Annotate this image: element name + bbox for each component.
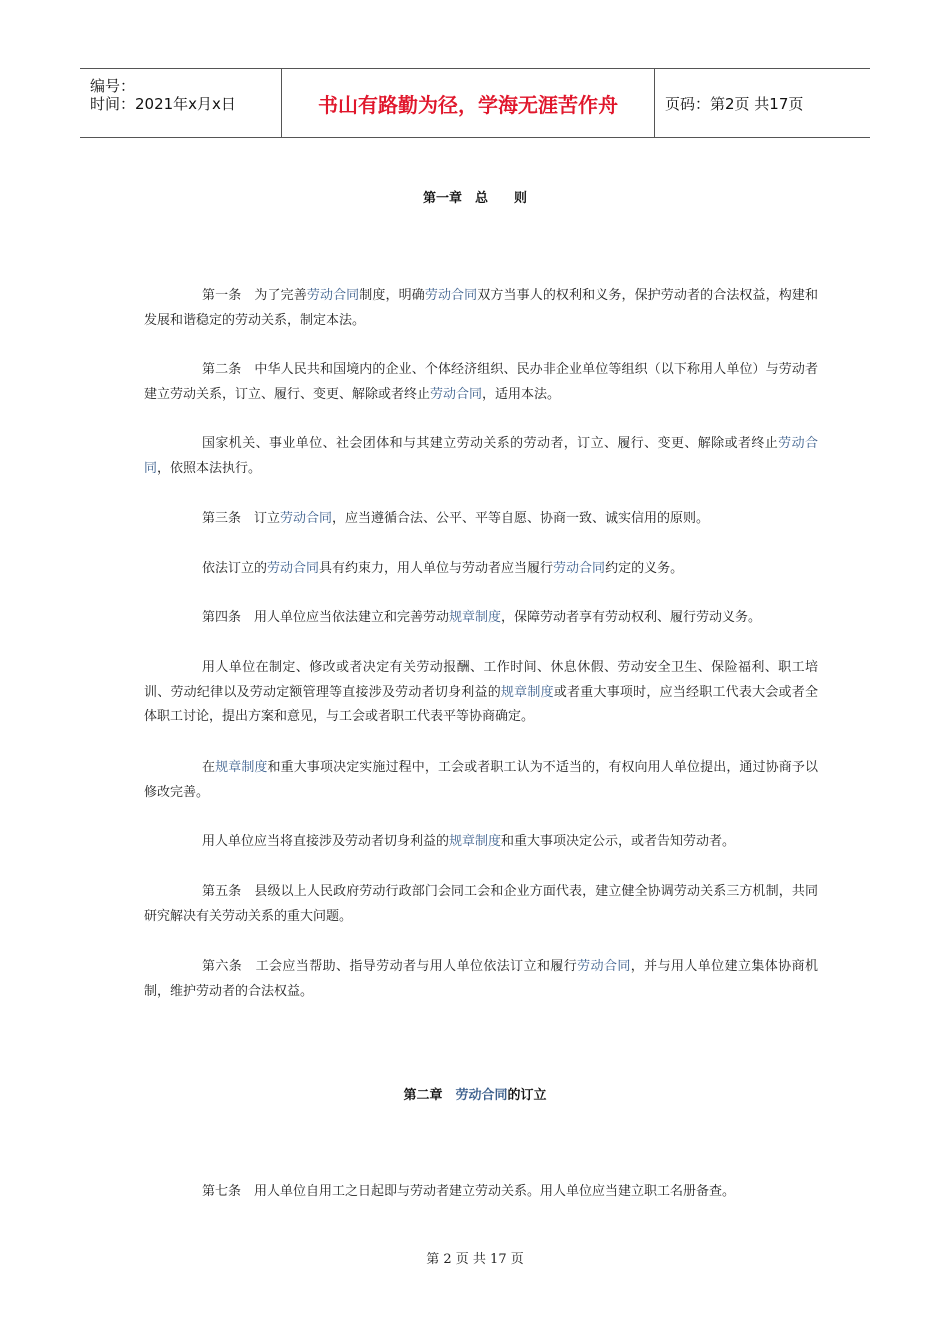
term-link[interactable]: 规章制度 [500, 684, 554, 700]
paragraph-text: 第三条 订立 [202, 511, 281, 526]
term-link[interactable]: 劳动合同 [553, 561, 606, 576]
paragraph-text: 第六条 工会应当帮助、指导劳动者与用人单位依法订立和履行 [202, 959, 578, 974]
paragraph-text: 具有约束力，用人单位与劳动者应当履行 [319, 561, 554, 576]
paragraph-text: 或者重大事项时，应当经职工代表大会或者全体职工讨论，提出方案和意见，与工会或者职工代表平等协商确定。 [144, 684, 818, 724]
paragraph-article-7: 第七条 用人单位自用工之日起即与劳动者建立劳动关系。用人单位应当建立职工名册备查。 [202, 1184, 736, 1199]
paragraph [144, 756, 818, 805]
paragraph-text: ，适用本法。 [482, 386, 561, 402]
chapter-2-suffix: 的订立 [507, 1088, 547, 1103]
page-header [80, 68, 870, 138]
paragraph [144, 284, 818, 333]
paragraph-text: 用人单位应当将直接涉及劳动者切身利益的 [202, 834, 450, 849]
term-link[interactable]: 劳动合同 [430, 386, 483, 402]
paragraph-text: 双方当事人的权利和义务，保护劳动者的合法权益，构建和发展和谐稳定的劳动关系，制定本法。 [144, 288, 818, 328]
paragraph-text: 第一条 为了完善 [202, 288, 307, 303]
paragraph [144, 507, 818, 532]
chapter-2-title [0, 1084, 950, 1103]
paragraph-text: 第五条 县级以上人民政府劳动行政部门会同工会和企业方面代表，建立健全协调劳动关系三方机制，共同研究解决有关劳动关系的重大问题。 [144, 884, 818, 924]
contract-link[interactable]: 劳动合同 [455, 1088, 508, 1103]
header-motto: 书山有路勤为径，学海无涯苦作舟 [282, 69, 655, 137]
paragraph [144, 606, 818, 631]
paragraph-text: 和重大事项决定实施过程中，工会或者职工认为不适当的，有权向用人单位提出，通过协商予以修改完善。 [144, 760, 818, 800]
code-label: 编号： [90, 77, 136, 95]
paragraph [144, 358, 818, 407]
paragraph [144, 557, 818, 582]
paragraph-text: ，应当遵循合法、公平、平等自愿、协商一致、诚实信用的原则。 [332, 511, 710, 526]
term-link[interactable]: 劳动合同 [144, 436, 818, 476]
paragraph [144, 656, 818, 730]
term-link[interactable]: 劳动合同 [280, 511, 333, 526]
paragraph [144, 880, 818, 929]
header-meta [80, 69, 282, 137]
paragraph-text: 约定的义务。 [605, 561, 684, 576]
term-link[interactable]: 劳动合同 [306, 288, 360, 303]
term-link[interactable]: 规章制度 [449, 834, 502, 849]
paragraph [144, 432, 818, 481]
paragraph-text: ，依照本法执行。 [157, 460, 262, 476]
paragraph [144, 955, 818, 1004]
chapter-1-title: 第一章 总 则 [422, 191, 527, 206]
term-link[interactable]: 劳动合同 [267, 561, 320, 576]
paragraph-text: 第四条 用人单位应当依法建立和完善劳动 [202, 610, 450, 625]
paragraph-text: 在 [202, 760, 216, 775]
header-page-info: 页码：第2页 共17页 [665, 94, 804, 113]
paragraph-text: 依法订立的 [202, 561, 268, 576]
paragraph-text: 和重大事项决定公示，或者告知劳动者。 [501, 834, 736, 849]
paragraph-text: 制度，明确 [359, 288, 425, 303]
paragraph-text: 第二条 中华人民共和国境内的企业、个体经济组织、民办非企业单位等组织（以下称用人单位）与劳动者建立劳动关系，订立、履行、变更、解除或者终止 [144, 362, 818, 402]
paragraph [144, 830, 818, 855]
paragraph-text: 用人单位在制定、修改或者决定有关劳动报酬、工作时间、休息休假、劳动安全卫生、保险福利、职工培训、劳动纪律以及劳动定额管理等直接涉及劳动者切身利益的 [144, 660, 818, 700]
page-footer: 第 2 页 共 17 页 [426, 1252, 524, 1267]
term-link[interactable]: 规章制度 [449, 610, 502, 625]
term-link[interactable]: 劳动合同 [577, 959, 631, 974]
paragraph-text: 国家机关、事业单位、社会团体和与其建立劳动关系的劳动者，订立、履行、变更、解除或者终止 [202, 436, 779, 451]
date-line: 时间：2021年x月x日 [90, 95, 236, 113]
term-link[interactable]: 规章制度 [215, 760, 268, 775]
chapter-2-prefix: 第二章 [403, 1088, 456, 1103]
term-link[interactable]: 劳动合同 [424, 288, 478, 303]
paragraph-text: ，保障劳动者享有劳动权利、履行劳动义务。 [501, 610, 762, 625]
paragraph-text: ，并与用人单位建立集体协商机制，维护劳动者的合法权益。 [144, 959, 818, 999]
